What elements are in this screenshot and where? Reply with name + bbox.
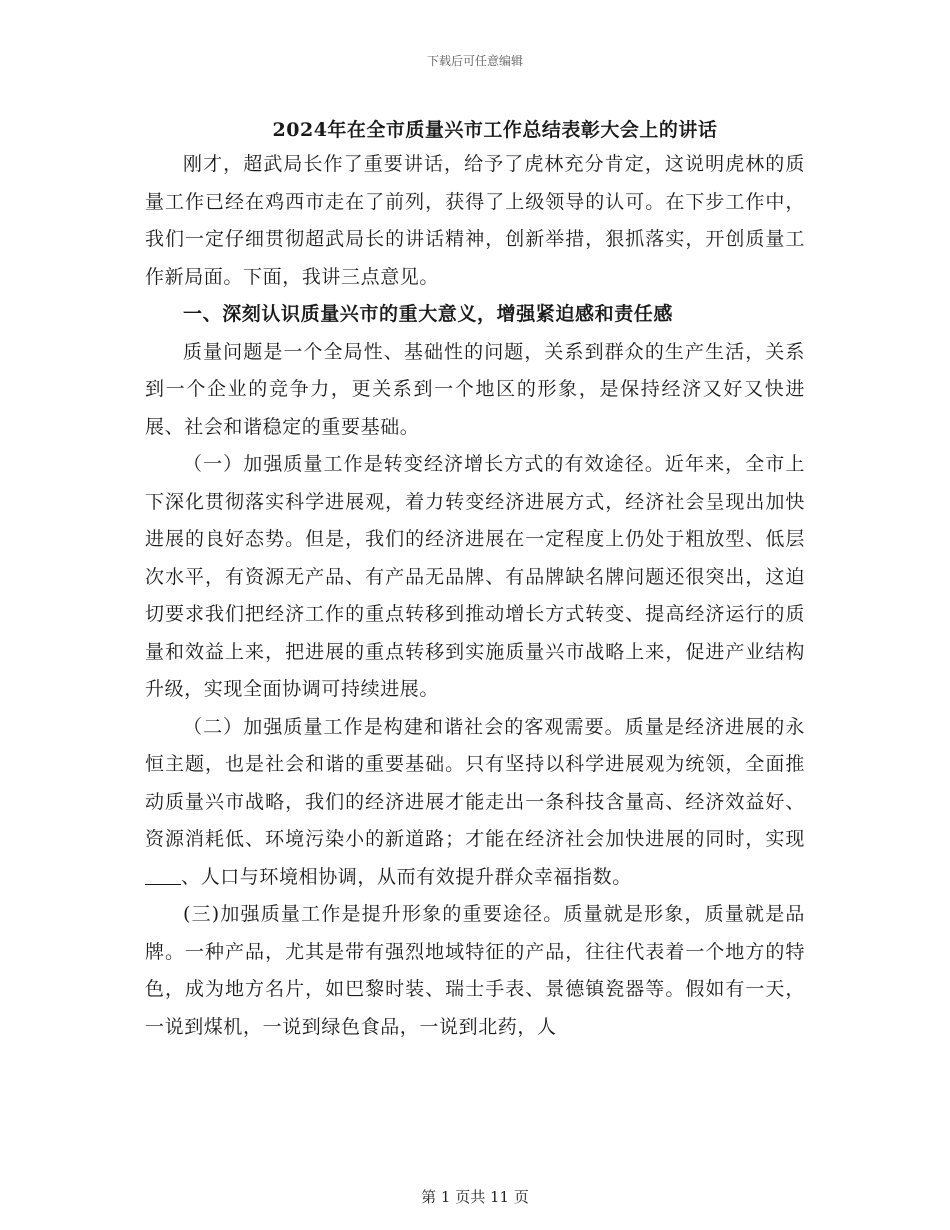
- paragraph-intro: 刚才，超武局长作了重要讲话，给予了虎林充分肯定，这说明虎林的质量工作已经在鸡西市走在了前列，获得了上级领导的认可。在下步工作中，我们一定仔细贯彻超武局长的讲话精神，创新举措，狠抓落实，开创质量工作新局面。下面，我讲三点意见。: [145, 153, 805, 288]
- document-body: [145, 146, 805, 1046]
- page-number: 第 1 页共 11 页: [421, 1188, 529, 1206]
- paragraph-point-1: （一）加强质量工作是转变经济增长方式的有效途径。近年来，全市上下深化贯彻落实科学进展观，着力转变经济进展方式，经济社会呈现出加快进展的良好态势。但是，我们的经济进展在一定程度上仍处于粗放型、低层次水平，有资源无产品、有产品无品牌、有品牌缺名牌问题还很突出，这迫切要求我们把经济工作的重点转移到推动增长方式转变、提高经济运行的质量和效益上来，把进展的重点转移到实施质量兴市战略上来，促进产业结构升级，实现全面协调可持续进展。: [145, 453, 805, 700]
- paragraph-point-2-part-a: （二）加强质量工作是构建和谐社会的客观需要。质量是经济进展的永恒主题，也是社会和谐的重要基础。只有坚持以科学进展观为统领，全面推动质量兴市战略，我们的经济进展才能走出一条科技含量高、经济效益好、资源消耗低、环境污染小的新道路；才能在经济社会加快进展的同时，实现: [145, 715, 805, 850]
- fill-in-blank: [145, 866, 181, 885]
- document-title: 2024年在全市质量兴市工作总结表彰大会上的讲话: [272, 119, 718, 141]
- section-heading-1: 一、深刻认识质量兴市的重大意义，增强紧迫感和责任感: [183, 303, 674, 325]
- paragraph-quality-overview: 质量问题是一个全局性、基础性的问题，关系到群众的生产生活，关系到一个企业的竞争力，更关系到一个地区的形象，是保持经济又好又快进展、社会和谐稳定的重要基础。: [145, 340, 805, 438]
- paragraph-point-2-part-b: 、人口与环境相协调，从而有效提升群众幸福指数。: [181, 865, 632, 888]
- paragraph-point-2: [145, 709, 805, 897]
- page-header-note: 下载后可任意编辑: [426, 54, 523, 68]
- paragraph-point-3: (三)加强质量工作是提升形象的重要途径。质量就是形象，质量就是品牌。一种产品，尤其是带有强烈地域特征的产品，往往代表着一个地方的特色，成为地方名片，如巴黎时装、瑞士手表、景德镇瓷器等。假如有一天，一说到煤机，一说到绿色食品，一说到北药，人: [145, 903, 805, 1038]
